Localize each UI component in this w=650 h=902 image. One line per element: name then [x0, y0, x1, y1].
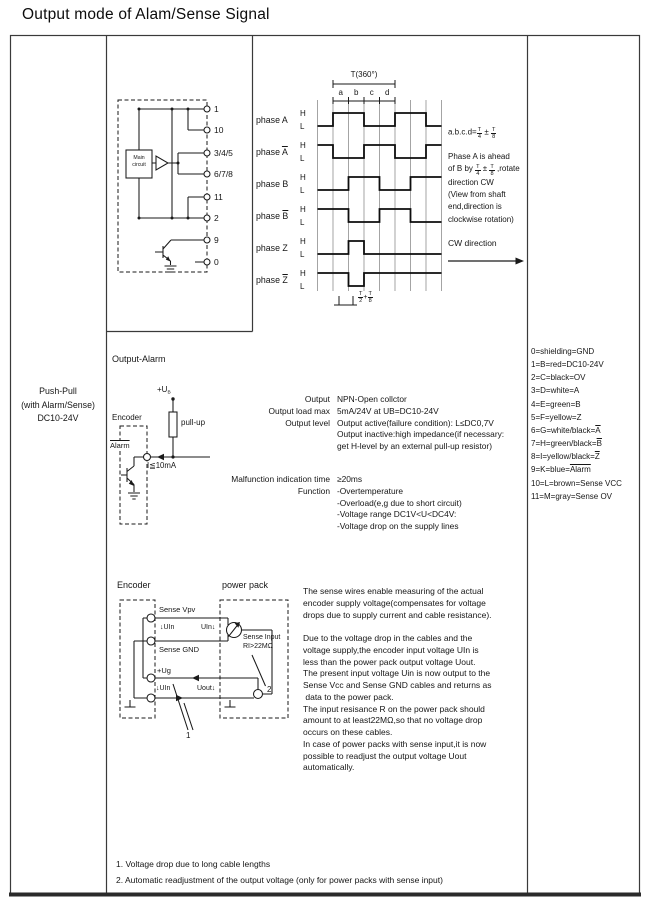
pin-label: 6/7/8	[214, 168, 233, 179]
spec-label: Output	[304, 394, 330, 404]
text-line: 0=shielding=GND	[531, 347, 595, 356]
phase-label: phase Z	[256, 242, 288, 253]
pin-label: 3/4/5	[214, 147, 233, 158]
supply-voltage-label: $+U_B$	[157, 385, 171, 396]
text-line: possible to readjust the output voltage Uout	[303, 750, 467, 761]
level-label: H	[300, 268, 306, 278]
alarm-section-title: Output-Alarm	[112, 354, 166, 364]
segment-label: a	[338, 88, 343, 97]
level-label: L	[300, 281, 305, 291]
spec-value-line: -Overload(e,g due to short circuit)	[337, 497, 462, 508]
text-line: 2=C=black=OV	[531, 373, 586, 383]
text-line: occurs on these cables.	[303, 727, 393, 737]
spec-label: Output level	[285, 417, 330, 428]
text-line: Sense Vcc and Sense GND cables and returns as	[303, 680, 492, 690]
cw-direction-arrow	[448, 258, 524, 265]
abcd-note: a.b.c.d= $\frac{T}{4}$ ± $\frac{T}{8}$	[448, 127, 496, 140]
text-line: The sense wires enable measuring of the actual	[303, 586, 484, 596]
pin-label: 9	[214, 234, 219, 245]
callout-1: 1	[186, 731, 191, 740]
text-line: Push-Pull	[39, 386, 77, 396]
level-label: H	[300, 172, 306, 182]
note-line: of B by $\frac{T}{4}$ ± $\frac{T}{8}$ ,rotate	[448, 163, 520, 177]
note-line: clockwise rotation)	[448, 214, 514, 224]
text-line: encoder supply voltage(compensates for voltage	[303, 597, 486, 608]
text-line: 2. Automatic readjustment of the output voltage (only for power packs with sense input)	[116, 875, 443, 885]
sense-gnd-label: Sense GND	[159, 645, 200, 654]
phase-label: phase A	[256, 114, 288, 125]
pin-circuit-schematic	[118, 100, 210, 272]
main-circuit-label-1: Main	[133, 155, 145, 161]
uin-right-label: UIn↓	[201, 624, 216, 631]
pin-label: 11	[214, 191, 223, 202]
z-width-dimension: $\frac{T}{2}$ + $\frac{T}{8}$	[359, 291, 372, 304]
text-line: voltage supply,the encoder input voltage UIn is	[303, 644, 479, 655]
pin-label: 1	[214, 103, 219, 114]
phase-label: phase $\overline{A}$	[256, 146, 288, 157]
spec-value-line: -Overtemperature	[337, 485, 404, 496]
text-line: 10=L=brown=Sense VCC	[531, 478, 622, 488]
cw-direction-label: CW direction	[448, 238, 497, 248]
segment-label: c	[369, 88, 374, 97]
note-line: Phase A is ahead	[448, 152, 510, 161]
phase-label: phase B	[256, 178, 289, 189]
text-line: drops due to supply current and cable resistance).	[303, 609, 492, 620]
text-line	[303, 621, 492, 633]
level-label: L	[300, 121, 305, 131]
sense-input-label: Sense Input	[243, 634, 281, 641]
uin-lower-label: ↓UIn	[156, 685, 171, 692]
text-line: 1. Voltage drop due to long cable lengths	[116, 859, 271, 869]
note-line: (View from shaft	[448, 190, 506, 200]
text-line: 1=B=red=DC10-24V	[531, 360, 604, 370]
text-line: $8=I=yellow/black=\overline{Z}$	[531, 452, 600, 462]
timing-period-label: T(360°)	[350, 70, 378, 79]
waveform-2	[318, 177, 442, 190]
text-line: less than the power pack output voltage Uout.	[303, 656, 476, 667]
spec-row	[150, 474, 504, 486]
spec-value	[337, 486, 462, 533]
spec-row	[150, 418, 504, 453]
uin-left-label: ↓UIn	[160, 624, 175, 631]
callout-2: 2	[267, 685, 272, 694]
text-line: The input resisance R on the power pack should	[303, 703, 485, 714]
pin-label: 0	[214, 256, 219, 267]
spec-value-line: get H-level by an external pull-up resistor)	[337, 441, 493, 452]
level-label: L	[300, 185, 305, 195]
level-label: L	[300, 153, 305, 163]
sense-description	[303, 586, 492, 774]
timing-grid	[318, 100, 442, 291]
spec-value-line: 5mA/24V at UB=DC10-24V	[337, 405, 439, 416]
note-line: end,direction is	[448, 202, 502, 212]
note-line: direction CW	[448, 177, 494, 187]
page-title: Output mode of Alam/Sense Signal	[22, 6, 270, 23]
text-line: 3=D=white=A	[531, 386, 580, 396]
level-label: L	[300, 249, 305, 259]
wire-color-legend	[531, 345, 622, 503]
sense-encoder-label: Encoder	[117, 580, 151, 590]
uout-label: Uout↓	[197, 685, 216, 692]
text-line: $6=G=white/black=\overline{A}$	[531, 425, 601, 435]
spec-value-line: -Voltage range DC1V<U<DC4V:	[337, 509, 457, 520]
ug-label: +Ug	[157, 666, 171, 675]
phase-label: phase $\overline{Z}$	[256, 274, 288, 285]
level-label: H	[300, 140, 306, 150]
text-line: 11=M=gray=Sense OV	[531, 491, 613, 501]
text-line: In case of power packs with sense input,it is now	[303, 738, 487, 749]
spec-value-line: ≥20ms	[337, 473, 363, 484]
sense-vpv-label: Sense Vpv	[159, 605, 196, 614]
pullup-resistor-label: pull-up	[181, 418, 206, 427]
text-line: data to the power pack.	[303, 691, 394, 702]
main-circuit-label-2: circuit	[132, 161, 146, 168]
alarm-encoder-label: Encoder	[112, 413, 142, 422]
text-line: (with Alarm/Sense)	[21, 399, 95, 410]
spec-value	[337, 394, 407, 406]
phase-relation-note	[448, 151, 528, 226]
level-label: H	[300, 236, 306, 246]
text-line: 4=E=green=B	[531, 399, 581, 409]
spec-value	[337, 418, 504, 453]
text-line: 5=F=yellow=Z	[531, 412, 582, 422]
segment-label: b	[354, 88, 359, 97]
level-label: H	[300, 204, 306, 214]
text-line: DC10-24V	[37, 413, 79, 423]
footnotes	[116, 856, 443, 888]
spec-label: Output load max	[268, 405, 330, 416]
alarm-spec-table	[150, 394, 504, 533]
pin-label: 10	[214, 124, 224, 135]
sense-input-resistance-label: RI>22MΩ	[243, 643, 273, 650]
spec-value-line: Output active(failure condition): L≤DC0,7V	[337, 417, 494, 428]
spec-value-line: Output inactive:high impedance(if necessary:	[337, 429, 505, 440]
alarm-current-label: I≦10mA	[147, 461, 177, 470]
sense-circuit-schematic	[120, 600, 288, 730]
spec-value-line: NPN-Open collctor	[337, 394, 407, 404]
text-line: automatically.	[303, 762, 355, 773]
text-line: The present input voltage Uin is now output to the	[303, 668, 491, 679]
level-label: L	[300, 217, 305, 227]
level-label: H	[300, 108, 306, 118]
phase-label: phase $\overline{B}$	[256, 210, 289, 221]
waveform-3	[318, 209, 442, 222]
output-type-cell	[10, 385, 106, 426]
spec-value	[337, 406, 439, 418]
text-line: amount to at least22MΩ,so that no voltage drop	[303, 715, 483, 726]
spec-label: Malfunction indication time	[231, 473, 330, 484]
power-pack-label: power pack	[222, 580, 269, 590]
pin-label: 2	[214, 212, 219, 223]
spec-value	[337, 474, 362, 486]
spec-row	[150, 406, 504, 418]
text-line: Due to the voltage drop in the cables and the	[303, 633, 473, 643]
spec-row	[150, 394, 504, 406]
spec-value-line: -Voltage drop on the supply lines	[337, 521, 459, 532]
spec-label: Function	[297, 485, 330, 496]
alarm-signal-label: Alarm	[110, 441, 130, 450]
text-line: $7=H=green/black=\overline{B}$	[531, 439, 602, 449]
spec-row	[150, 486, 504, 533]
segment-label: d	[385, 88, 390, 97]
text-line: 9=K=blue=Alarm	[531, 465, 591, 475]
